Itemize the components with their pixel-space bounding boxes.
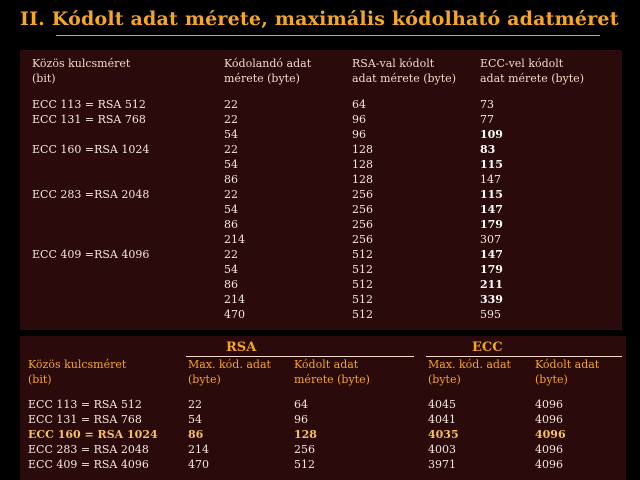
table1-rsa-cell: 128 bbox=[352, 143, 373, 156]
table1-ecc-cell: 595 bbox=[480, 308, 501, 321]
table1-header-cell: adat mérete (byte) bbox=[352, 72, 456, 85]
table1-ecc-cell: 147 bbox=[480, 248, 503, 261]
table1-rsa-cell: 96 bbox=[352, 113, 366, 126]
table2-header-cell: mérete (byte) bbox=[294, 373, 370, 386]
table2-rsa-max-cell: 54 bbox=[188, 413, 202, 426]
table1-rsa-cell: 256 bbox=[352, 188, 373, 201]
table2-header-cell: (bit) bbox=[28, 373, 52, 386]
table1-ecc-cell: 211 bbox=[480, 278, 503, 291]
table1-ecc-cell: 83 bbox=[480, 143, 496, 156]
table1-header-cell: (bit) bbox=[32, 72, 56, 85]
table1-data-cell: 86 bbox=[224, 218, 238, 231]
table2-key-cell: ECC 409 = RSA 4096 bbox=[28, 458, 149, 471]
table1-data-cell: 22 bbox=[224, 113, 238, 126]
table1-rsa-cell: 512 bbox=[352, 248, 373, 261]
table2-ecc-max-cell: 4045 bbox=[428, 398, 456, 411]
table2-ecc-enc-cell: 4096 bbox=[535, 428, 566, 441]
table1-key-cell: ECC 409 =RSA 4096 bbox=[32, 248, 150, 261]
slide-title: II. Kódolt adat mérete, maximális kódolható adatméret bbox=[20, 8, 619, 30]
table2-header-cell: (byte) bbox=[535, 373, 568, 386]
table2-rsa-enc-cell: 256 bbox=[294, 443, 315, 456]
table2-group-rsa: RSA bbox=[226, 340, 257, 355]
table2-ecc-max-cell: 4041 bbox=[428, 413, 456, 426]
table2-rsa-max-cell: 470 bbox=[188, 458, 209, 471]
table1-data-cell: 470 bbox=[224, 308, 245, 321]
table2-rsa-max-cell: 86 bbox=[188, 428, 204, 441]
table2-header-cell: Közös kulcsméret bbox=[28, 358, 127, 371]
table2-header-cell: Max. kód. adat bbox=[188, 358, 271, 371]
table1-ecc-cell: 147 bbox=[480, 173, 501, 186]
table2-ecc-enc-cell: 4096 bbox=[535, 458, 563, 471]
table1-data-cell: 214 bbox=[224, 293, 245, 306]
table1-key-cell: ECC 283 =RSA 2048 bbox=[32, 188, 150, 201]
table2-key-cell: ECC 160 = RSA 1024 bbox=[28, 428, 158, 441]
table1-header-cell: ECC-vel kódolt bbox=[480, 57, 564, 70]
table1-ecc-cell: 115 bbox=[480, 188, 503, 201]
table2-ecc-max-cell: 4035 bbox=[428, 428, 459, 441]
table1-data-cell: 22 bbox=[224, 188, 238, 201]
table2-header-cell: (byte) bbox=[428, 373, 461, 386]
table2-rsa-max-cell: 22 bbox=[188, 398, 202, 411]
table1-data-cell: 54 bbox=[224, 263, 238, 276]
table1-header-cell: adat mérete (byte) bbox=[480, 72, 584, 85]
table1-data-cell: 22 bbox=[224, 248, 238, 261]
table2-ecc-max-cell: 3971 bbox=[428, 458, 456, 471]
table1-rsa-cell: 512 bbox=[352, 278, 373, 291]
table1-rsa-cell: 256 bbox=[352, 203, 373, 216]
table1-rsa-cell: 64 bbox=[352, 98, 366, 111]
table2-ecc-enc-cell: 4096 bbox=[535, 443, 563, 456]
table1-ecc-cell: 77 bbox=[480, 113, 494, 126]
table1-header-cell: Kódolandó adat bbox=[224, 57, 312, 70]
table2-ecc-max-cell: 4003 bbox=[428, 443, 456, 456]
table1-header-cell: mérete (byte) bbox=[224, 72, 300, 85]
table1-rsa-cell: 128 bbox=[352, 158, 373, 171]
table2-key-cell: ECC 131 = RSA 768 bbox=[28, 413, 142, 426]
table2-rsa-max-cell: 214 bbox=[188, 443, 209, 456]
table2-ecc-enc-cell: 4096 bbox=[535, 398, 563, 411]
table1-rsa-cell: 96 bbox=[352, 128, 366, 141]
table1-rsa-cell: 512 bbox=[352, 308, 373, 321]
table1-rsa-cell: 512 bbox=[352, 263, 373, 276]
table1-data-cell: 22 bbox=[224, 98, 238, 111]
table1-key-cell: ECC 113 = RSA 512 bbox=[32, 98, 146, 111]
table2-header-cell: (byte) bbox=[188, 373, 221, 386]
table1-data-cell: 86 bbox=[224, 173, 238, 186]
table1-rsa-cell: 128 bbox=[352, 173, 373, 186]
table1-ecc-cell: 115 bbox=[480, 158, 503, 171]
table1-data-cell: 54 bbox=[224, 203, 238, 216]
table2-rsa-enc-cell: 512 bbox=[294, 458, 315, 471]
table2-group-ecc: ECC bbox=[472, 340, 503, 355]
table2-rsa-enc-cell: 96 bbox=[294, 413, 308, 426]
table1-rsa-cell: 512 bbox=[352, 293, 373, 306]
table1-data-cell: 86 bbox=[224, 278, 238, 291]
table1-data-cell: 214 bbox=[224, 233, 245, 246]
table2-rsa-enc-cell: 64 bbox=[294, 398, 308, 411]
table1-ecc-cell: 179 bbox=[480, 263, 503, 276]
table1-key-cell: ECC 131 = RSA 768 bbox=[32, 113, 146, 126]
table2-header-cell: Kódolt adat bbox=[535, 358, 600, 371]
title-underline bbox=[56, 35, 600, 36]
table1-ecc-cell: 179 bbox=[480, 218, 503, 231]
table2-key-cell: ECC 113 = RSA 512 bbox=[28, 398, 142, 411]
table1-data-cell: 22 bbox=[224, 143, 238, 156]
table1-ecc-cell: 339 bbox=[480, 293, 503, 306]
table1-rsa-cell: 256 bbox=[352, 218, 373, 231]
table1-ecc-cell: 73 bbox=[480, 98, 494, 111]
table1-key-cell: ECC 160 =RSA 1024 bbox=[32, 143, 150, 156]
table1-rsa-cell: 256 bbox=[352, 233, 373, 246]
table1-ecc-cell: 147 bbox=[480, 203, 503, 216]
table1-header-cell: Közös kulcsméret bbox=[32, 57, 131, 70]
table1-ecc-cell: 307 bbox=[480, 233, 501, 246]
table2-rsa-enc-cell: 128 bbox=[294, 428, 317, 441]
table2-key-cell: ECC 283 = RSA 2048 bbox=[28, 443, 149, 456]
table1-data-cell: 54 bbox=[224, 158, 238, 171]
table1-header-cell: RSA-val kódolt bbox=[352, 57, 435, 70]
table2-ecc-enc-cell: 4096 bbox=[535, 413, 563, 426]
table2-header-cell: Max. kód. adat bbox=[428, 358, 511, 371]
table2-header-cell: Kódolt adat bbox=[294, 358, 359, 371]
table1-ecc-cell: 109 bbox=[480, 128, 503, 141]
table1-data-cell: 54 bbox=[224, 128, 238, 141]
